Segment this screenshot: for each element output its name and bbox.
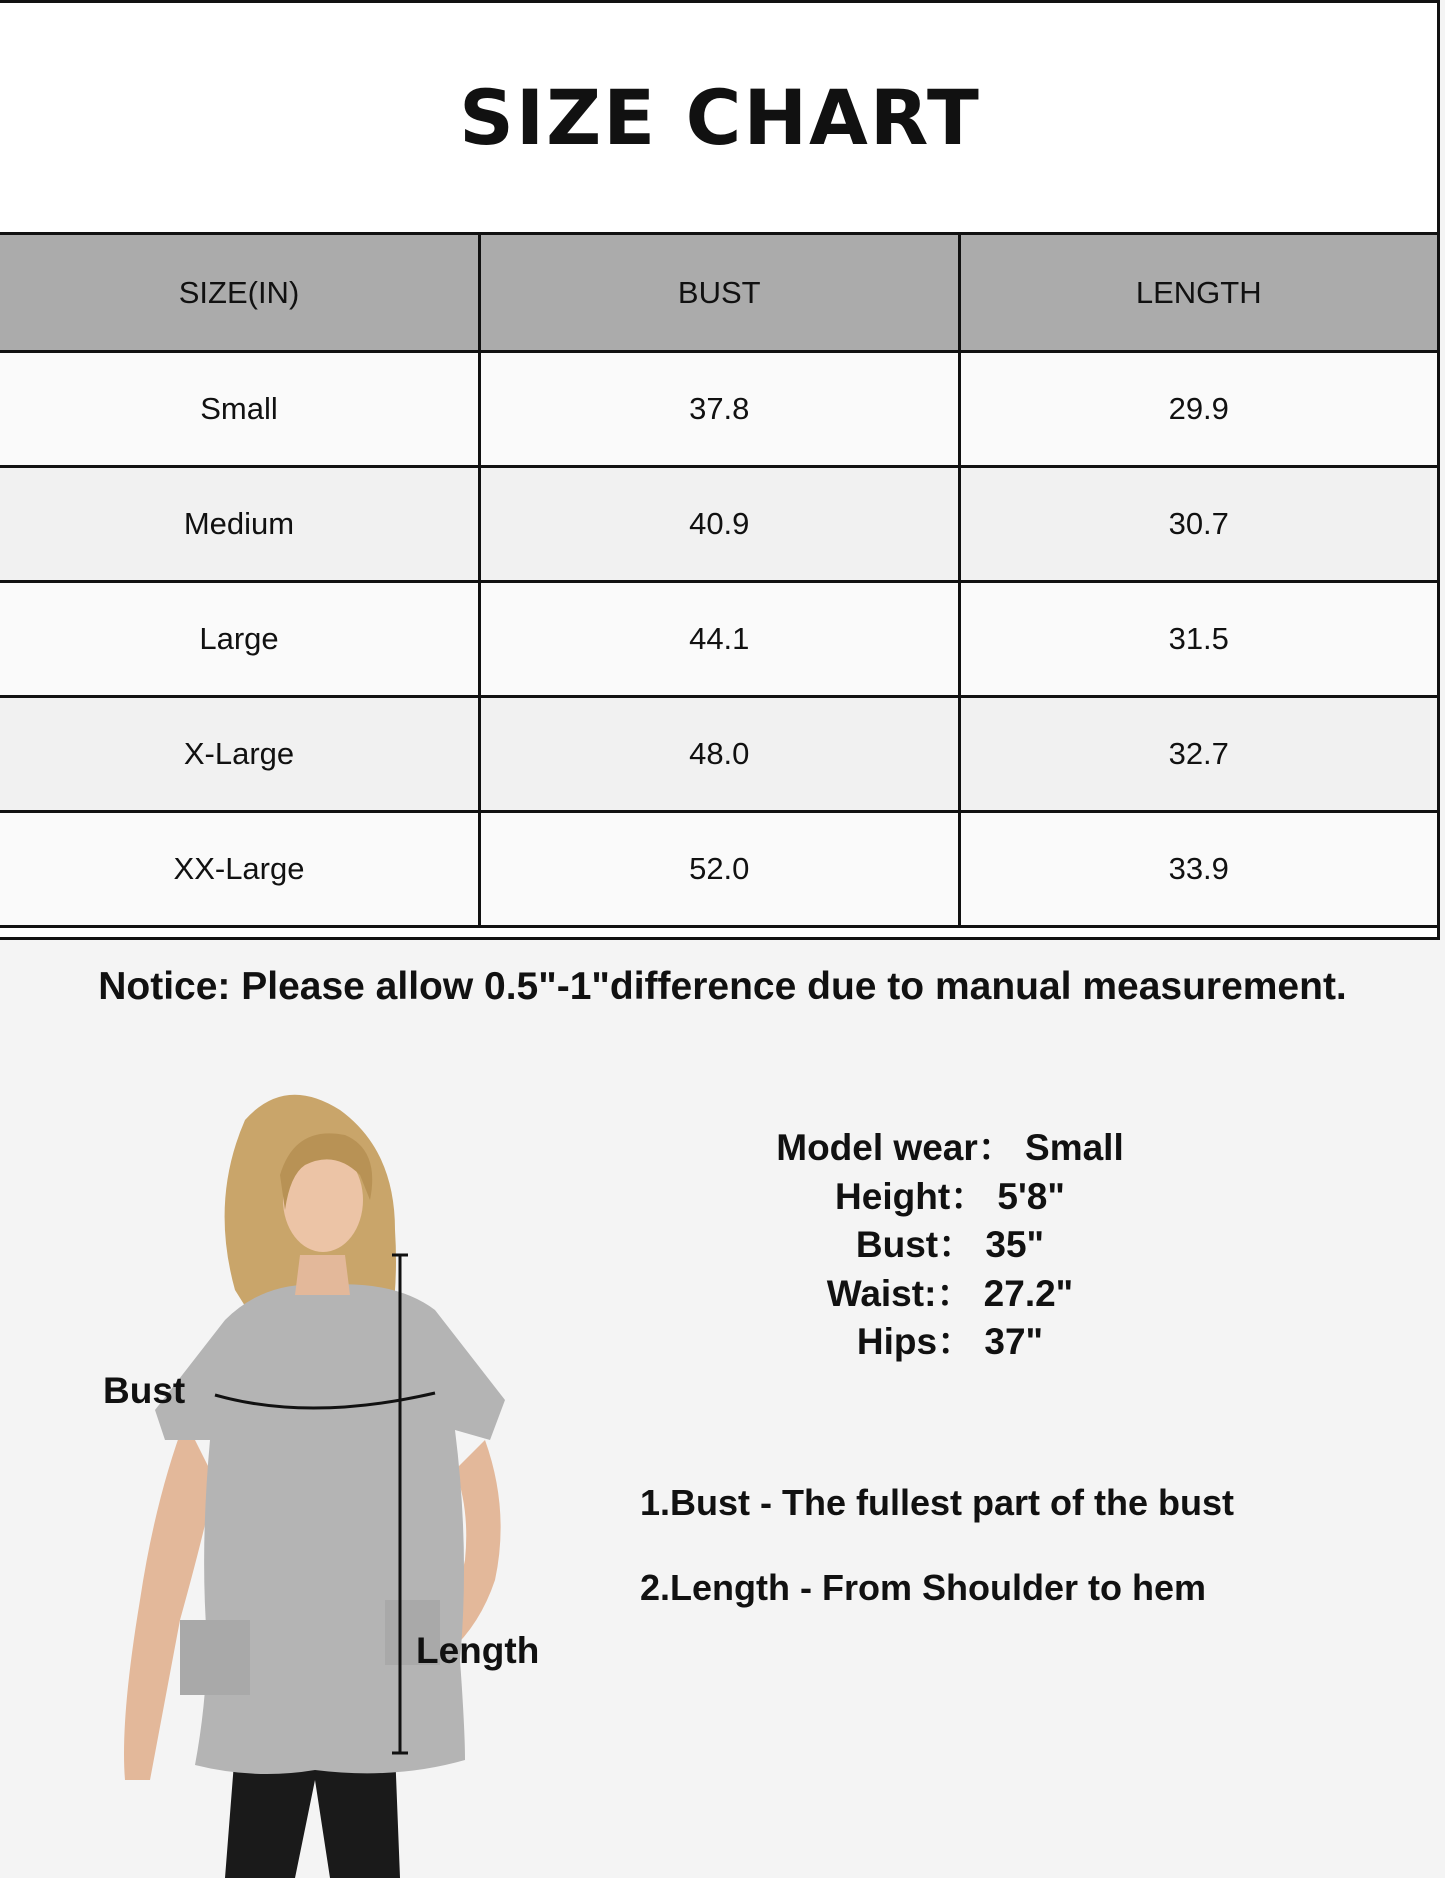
cell-length: 30.7	[959, 467, 1439, 582]
model-pocket	[180, 1620, 250, 1695]
measure-length: 2.Length - From Shoulder to hem	[640, 1567, 1206, 1608]
model-figure	[95, 1080, 555, 1878]
measurement-guide	[640, 1482, 1400, 1652]
model-stats	[700, 1124, 1200, 1367]
table-header-row	[0, 234, 1439, 352]
cell-length: 33.9	[959, 812, 1439, 927]
cell-length: 29.9	[959, 352, 1439, 467]
model-hips: Hips： 37"	[856, 1321, 1044, 1362]
header-size: SIZE(IN)	[0, 234, 480, 352]
cell-length: 32.7	[959, 697, 1439, 812]
table-row	[0, 352, 1439, 467]
length-label: Length	[416, 1630, 540, 1671]
page-title: SIZE CHART	[459, 73, 981, 162]
header-length: LENGTH	[959, 234, 1439, 352]
cell-bust: 40.9	[480, 467, 960, 582]
cell-bust: 52.0	[480, 812, 960, 927]
model-shirt	[155, 1284, 505, 1774]
table-row	[0, 697, 1439, 812]
size-chart-card	[0, 0, 1440, 940]
model-bust: Bust： 35"	[855, 1224, 1045, 1265]
bust-label: Bust	[103, 1370, 186, 1411]
table-row	[0, 467, 1439, 582]
cell-length: 31.5	[959, 582, 1439, 697]
header-bust: BUST	[480, 234, 960, 352]
cell-size: XX-Large	[0, 812, 480, 927]
model-neck	[295, 1255, 350, 1295]
size-table	[0, 232, 1440, 928]
model-height: Height： 5'8"	[835, 1175, 1065, 1217]
cell-size: Small	[0, 352, 480, 467]
model-wear: Model wear： Small	[776, 1127, 1124, 1168]
cell-size: Medium	[0, 467, 480, 582]
cell-bust: 37.8	[480, 352, 960, 467]
cell-size: X-Large	[0, 697, 480, 812]
cell-size: Large	[0, 582, 480, 697]
table-row	[0, 582, 1439, 697]
notice-text: Notice: Please allow 0.5"-1"difference due to manual measurement.	[98, 965, 1347, 1008]
table-row	[0, 812, 1439, 927]
cell-bust: 48.0	[480, 697, 960, 812]
cell-bust: 44.1	[480, 582, 960, 697]
model-waist: Waist:： 27.2"	[826, 1272, 1074, 1314]
measure-bust: 1.Bust - The fullest part of the bust	[640, 1482, 1235, 1523]
